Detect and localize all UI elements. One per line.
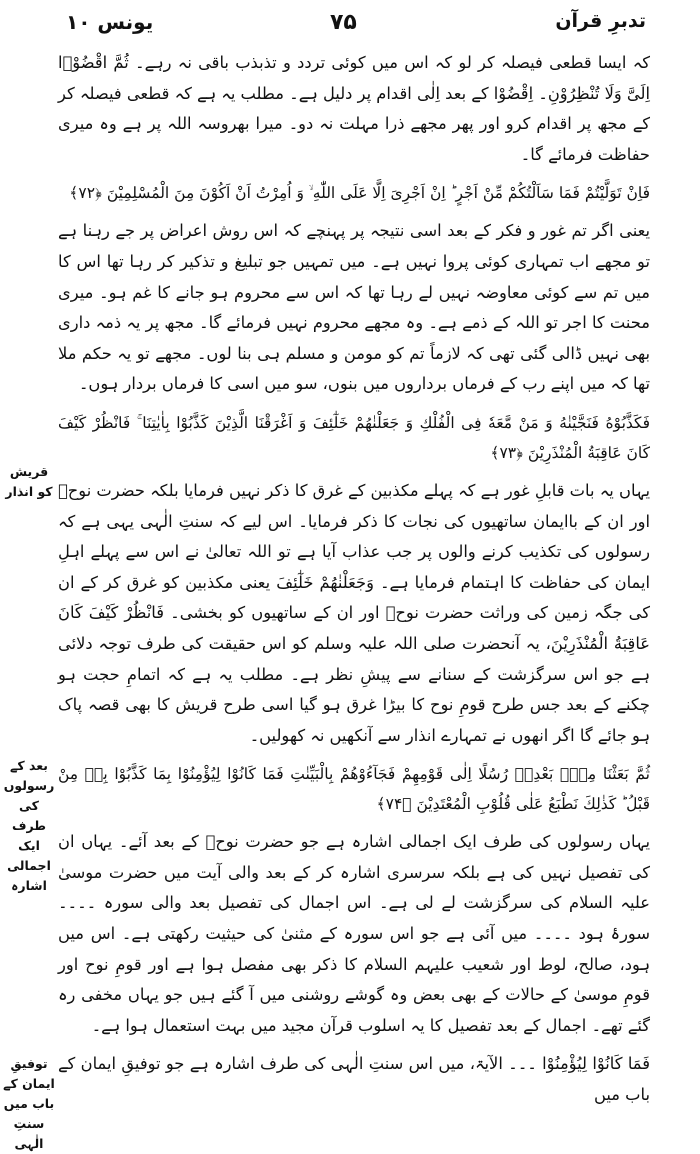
margin-note: بعد کے رسولوں کی طرف ایک اجمالی اشارہ bbox=[3, 758, 55, 893]
page-header bbox=[0, 6, 700, 40]
paragraph: فَمَا كَانُوْا لِیُؤْمِنُوْا ۔۔۔ الآیۃ، میں اس سنتِ الٰہی کی طرف اشارہ ہے جو توفیقِ ایمان کے باب میں bbox=[58, 1054, 650, 1105]
quran-verse: ثُمَّ بَعَثْنَا مِنْۢ بَعْدِهٖ رُسُلًا اِلٰی قَوْمِهِمْ فَجَآءُوْهُمْ بِالْبَیِّنٰتِ فَمَا كَانُوْا لِیُؤْمِنُوْا بِمَا كَذَّبُوْا بِهٖ مِنْ قَبْلُ ؕ كَذٰلِكَ نَطْبَعُ عَلٰی قُلُوْبِ الْمُعْتَدِیْنَ ﴿۷۴﴾ bbox=[58, 765, 650, 814]
margin-note: توفیقِ ایمان کے باب میں سنتِ الٰہی bbox=[3, 1056, 55, 1151]
quran-verse: فَاِنْ تَوَلَّیْتُمْ فَمَا سَاَلْتُكُمْ مِّنْ اَجْرٍ ؕ اِنْ اَجْرِیَ اِلَّا عَلَی اللّٰهِ ۙ وَ اُمِرْتُ اَنْ اَكُوْنَ مِنَ الْمُسْلِمِیْنَ ﴿۷۲﴾ bbox=[69, 184, 650, 203]
paragraph: یہاں رسولوں کی طرف ایک اجمالی اشارہ ہے جو حضرت نوحؑ کے بعد آئے۔ یہاں ان کی تفصیل نہیں کی ہے بلکہ سرسری اشارہ کر کے بعد والی آیت میں حضرت موسیٰ علیہ السلام کی سرگزشت لے لی ہے۔ اس اجمال کی تفصیل بعد والی سورہ ۔۔۔۔ سورۂ ہود ۔۔۔۔ میں آئی ہے جو اس سورہ کے مثنیٰ کی حیثیت رکھتی ہے۔ اس میں ہود، صالح، لوط اور شعیب علیہم السلام کا ذکر بھی مفصل ہوا ہے اور قومِ نوح اور قومِ موسیٰ کے حالات کے بھی بعض وہ گوشے روشنی میں آ گئے ہیں جو یہاں مخفی رہ گئے تھے۔ اجمال کے بعد تفصیل کا یہ اسلوب قرآن مجید میں بہت استعمال ہوا ہے۔ bbox=[58, 832, 650, 1035]
margin-note: قریش کو انذار bbox=[5, 464, 53, 499]
book-title: تدبرِ قرآن bbox=[555, 10, 646, 32]
commentary-text bbox=[58, 48, 650, 1119]
paragraph: یعنی اگر تم غور و فکر کے بعد اسی نتیجہ پر پہنچے کہ اس روش اعراض پر جے رہنا ہے تو مجھے اب تمہاری کوئی پروا نہیں ہے۔ میں تمہیں جو تبلیغ و تذکیر کر رہا تھا اس کا میں تم سے کوئی معاوضہ نہیں لے رہا تھا کہ اس سے محروم ہو جانے کا غم ہو۔ میری محنت کا اجر تو اللہ کے ذمے ہے۔ وہ مجھے محروم نہیں فرمائے گا۔ مجھ پر یہ ذمہ داری بھی نہیں ڈالی گئی تھی کہ لازماً تم کو مومن و مسلم ہی بنا لوں۔ مجھے تو یہ حکم ملا تھا کہ میں اپنے رب کے فرماں برداروں میں بنوں، سو میں اسی کا فرماں بردار ہوں۔ bbox=[58, 221, 650, 394]
quran-verse: فَكَذَّبُوْهُ فَنَجَّیْنٰهُ وَ مَنْ مَّعَهٗ فِی الْفُلْكِ وَ جَعَلْنٰهُمْ خَلٰٓئِفَ وَ اَغْرَقْنَا الَّذِیْنَ كَذَّبُوْا بِاٰیٰتِنَا ۚ فَانْظُرْ كَیْفَ كَانَ عَاقِبَةُ الْمُنْذَرِیْنَ ﴿۷۳﴾ bbox=[58, 413, 650, 462]
page-number: ۷۵ bbox=[330, 10, 357, 35]
surah-title: یونس ۱۰ bbox=[66, 10, 154, 34]
paragraph: یہاں یہ بات قابلِ غور ہے کہ پہلے مکذبین کے غرق کا ذکر نہیں فرمایا بلکہ حضرت نوحؑ اور ان کے باایمان ساتھیوں کی نجات کا ذکر فرمایا۔ اس لیے کہ سنتِ الٰہی یہی ہے کہ رسولوں کی تکذیب کرنے والوں پر جب عذاب آیا ہے تو اللہ تعالیٰ نے اس سے پہلے اہلِ ایمان کی حفاظت کا اہتمام فرمایا ہے۔ وَجَعَلْنٰهُمْ خَلٰٓئِفَ یعنی مکذبین کو غرق کر کے ان کی جگہ زمین کی وراثت حضرت نوحؑ اور ان کے ساتھیوں کو بخشی۔ فَانْظُرْ كَیْفَ كَانَ عَاقِبَةُ الْمُنْذَرِیْنَ، یہ آنحضرت صلی اللہ علیہ وسلم کو اس حقیقت کی طرف توجہ دلائی ہے جو اس سرگزشت کے سنانے سے پیشِ نظر ہے۔ مطلب یہ ہے کہ اتمامِ حجت ہو چکنے کے بعد جس طرح قومِ نوح کا بیڑا غرق ہو گیا اسی طرح قریش کا بھی قصہ پاک ہو جائے گا اگر انھوں نے تمہارے انذار سے آنکھیں نہ کھولیں۔ bbox=[58, 480, 650, 745]
paragraph: کہ ایسا قطعی فیصلہ کر لو کہ اس میں کوئی تردد و تذبذب باقی نہ رہے۔ ثُمَّ اقْضُوْۤا اِلَیَّ وَلَا تُنْظِرُوْنِ۔ اِقْضُوْا کے بعد اِلٰی اقدام پر دلیل ہے۔ مطلب یہ ہے کہ قطعی فیصلہ کر کے مجھ پر اقدام کرو اور پھر مجھے ذرا مہلت نہ دو۔ میرا بھروسہ اللہ پر ہے وہ میری حفاظت فرمائے گا۔ bbox=[58, 53, 650, 164]
